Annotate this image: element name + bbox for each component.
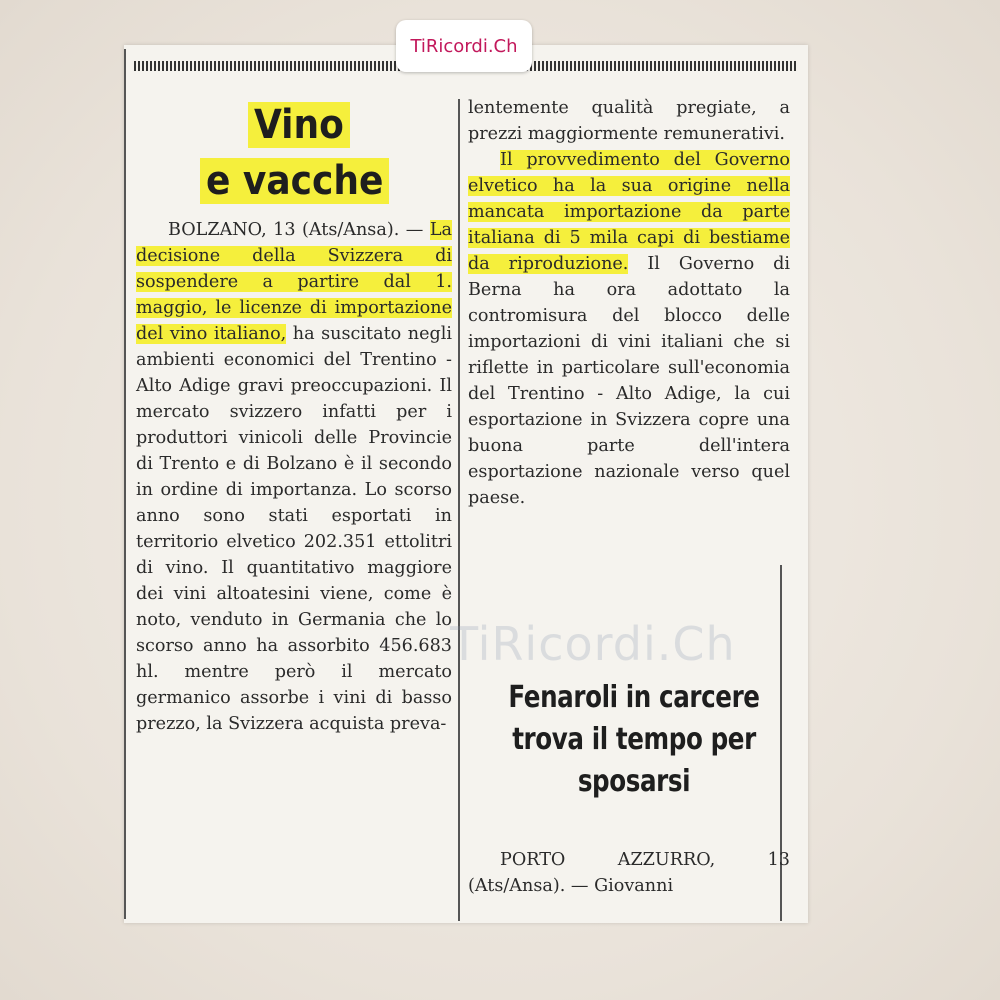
second-article-body [468,847,790,899]
column-divider [458,99,460,921]
second-article-dateline: PORTO AZZURRO, 13 (Ats/Ansa). — Giovanni [468,850,790,896]
article-left-column [136,217,452,737]
article-right-column [468,95,790,511]
article-headline [164,97,464,209]
highlighted-text-2: Il provvedimento del Governo elvetico ha la sua origine nella mancata importazione da parte italiana di 5 mila capi di bestiame da riproduzione. [468,150,790,274]
body-text-continued: lentemente qualità pregiate, a prezzi maggiormente remunerativi. [468,98,790,144]
site-logo[interactable] [396,20,532,72]
newspaper-clipping [124,45,808,923]
highlighted-text: La decisione della Svizzera di sospendere a partire dal 1. maggio, le licenze di importazione del vino italiano, [136,220,452,344]
headline-line-1: Vino [248,102,350,148]
body-text: ha suscitato negli ambienti economici del Trentino - Alto Adige gravi preoccupazioni. Il mercato svizzero infatti per i produttori vinicoli delle Provincie di Trento e di Bolzano è il secondo in ordine di importanza. Lo scorso anno sono stati esportati in territorio elvetico 202.351 ettolitri di vino. Il quantitativo maggiore dei vini altoatesini viene, come è noto, venduto in Germania che lo scorso anno ha assorbito 456.683 hl. mentre però il mercato germanico assorbe i vini di basso prezzo, la Svizzera acquista preva- [136,324,453,734]
headline-line-2: e vacche [200,158,389,204]
watermark: TiRicordi.Ch [450,617,736,671]
body-text-2: Il Governo di Berna ha ora adottato la contromisura del blocco delle importazioni di vini italiani che si riflette in particolare sull'economia del Trentino - Alto Adige, la cui esportazione in Svizzera copre una buona parte dell'intera esportazione nazionale verso quel paese. [468,254,790,508]
left-border-rule [124,49,126,919]
site-logo-text: TiRicordi.Ch [410,35,518,57]
dateline: BOLZANO, 13 (Ats/Ansa). — [168,220,430,240]
second-article-headline: Fenaroli in carcere trova il tempo per sposarsi [508,680,760,799]
